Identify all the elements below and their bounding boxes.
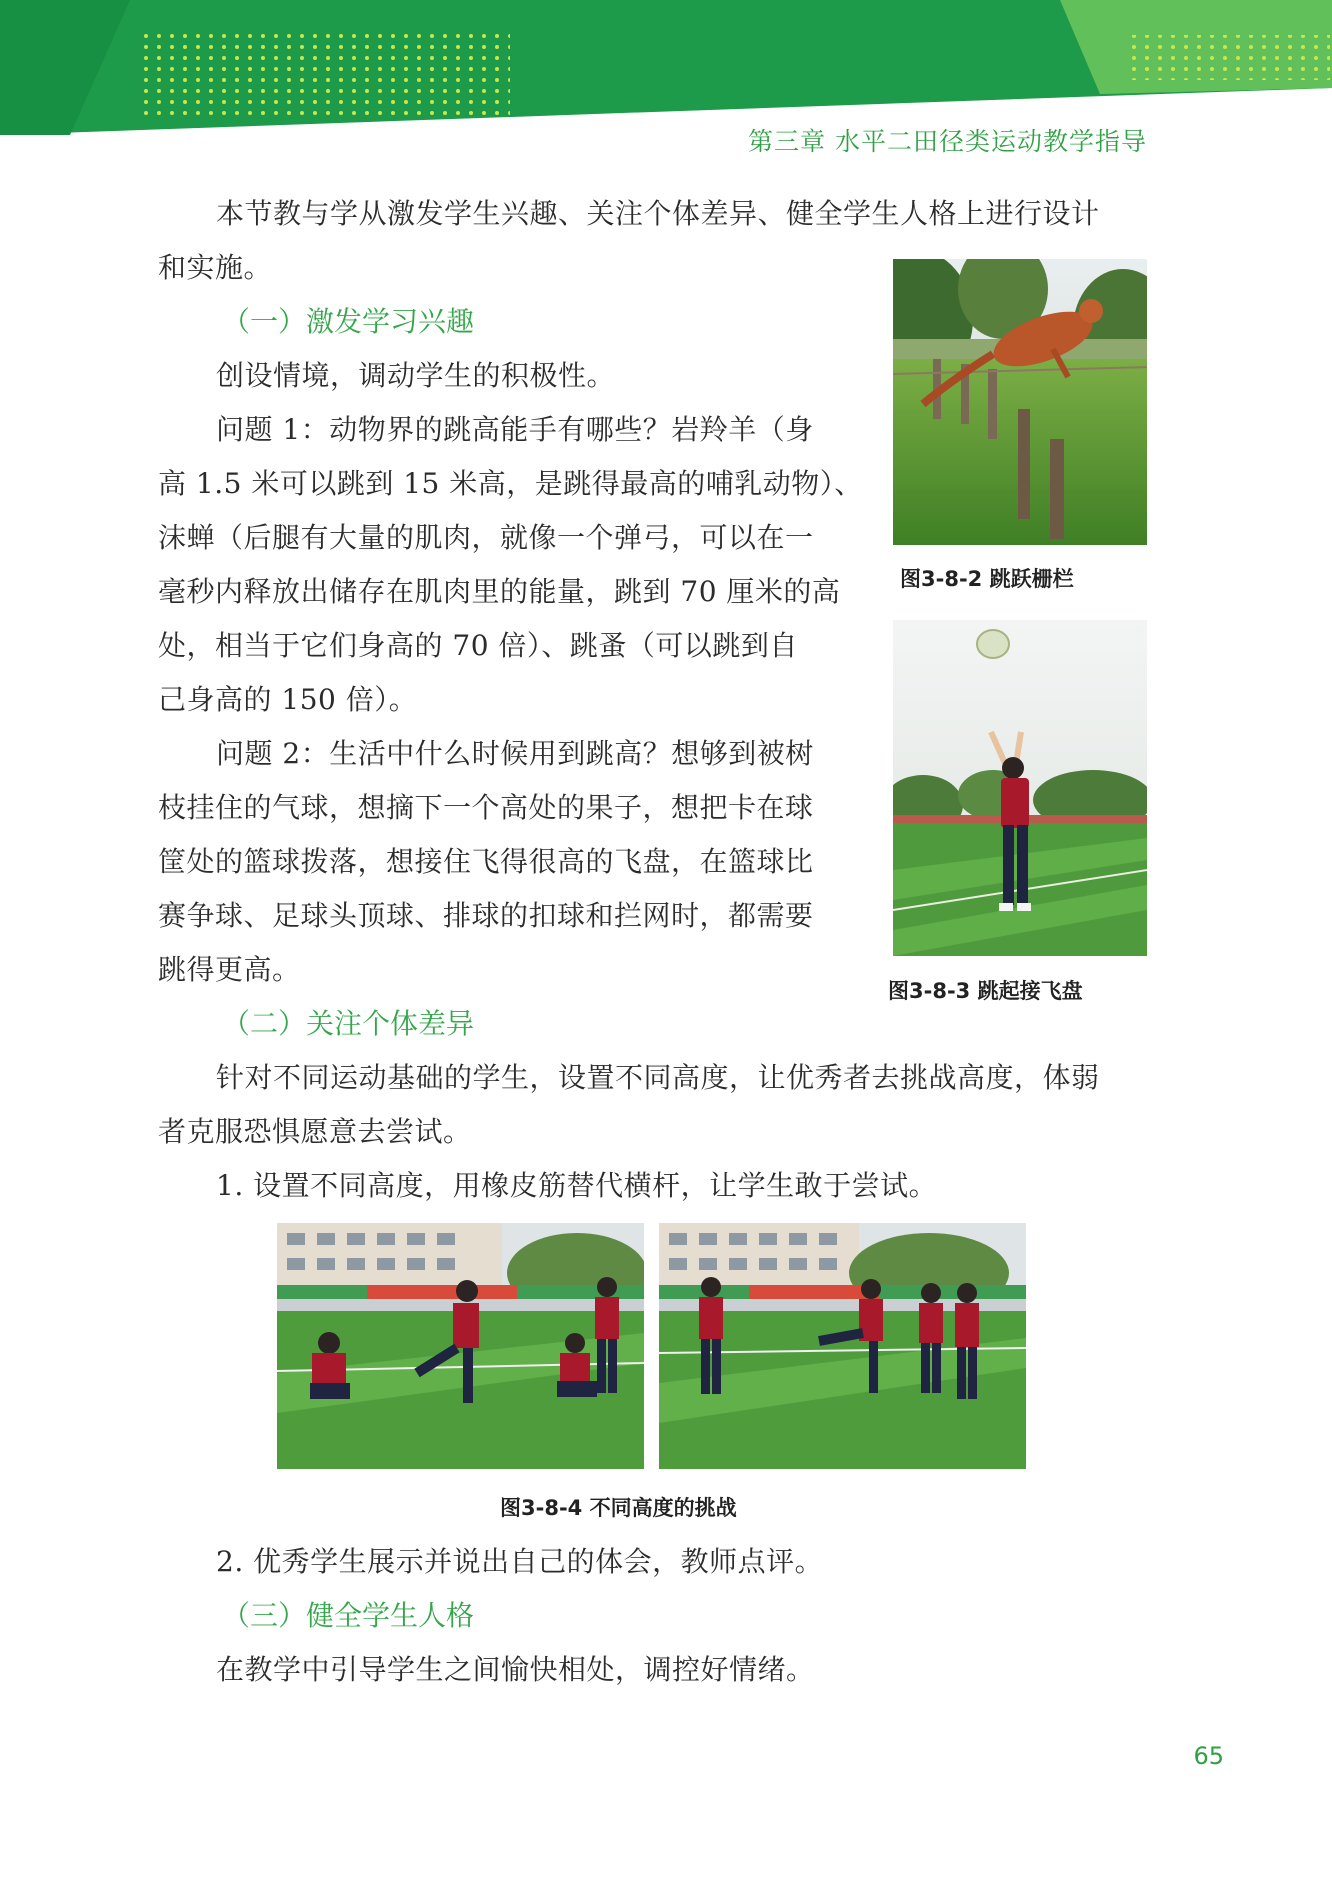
q1-line-2: 高 1.5 米可以跳到 15 米高，是跳得最高的哺乳动物）、 <box>158 467 863 500</box>
q1-line-1: 问题 1：动物界的跳高能手有哪些？岩羚羊（身 <box>216 413 814 446</box>
q2-line-2: 枝挂住的气球，想摘下一个高处的果子，想把卡在球 <box>158 791 814 824</box>
q2-line-4: 赛争球、足球头顶球、排球的扣球和拦网时，都需要 <box>158 899 814 932</box>
figure-caption-3-8-2: 图3-8-2 跳跃栅栏 <box>900 567 1074 591</box>
q2-line-1: 问题 2：生活中什么时候用到跳高？想够到被树 <box>216 737 814 770</box>
q1-line-6: 己身高的 150 倍）。 <box>158 683 418 716</box>
heading-personality: （三）健全学生人格 <box>222 1599 475 1632</box>
heading-interest: （一）激发学习兴趣 <box>222 305 475 338</box>
photo-challenge-left <box>277 1223 644 1469</box>
photo-challenge-right <box>659 1223 1026 1469</box>
q2-line-5: 跳得更高。 <box>158 953 301 986</box>
page-number: 65 <box>1193 1742 1224 1770</box>
intro-line-2: 和实施。 <box>158 251 273 284</box>
q1-line-4: 毫秒内释放出储存在肌肉里的能量，跳到 70 厘米的高 <box>158 575 841 608</box>
photo-frisbee-catch <box>893 620 1147 956</box>
p3-line: 在教学中引导学生之间愉快相处，调控好情绪。 <box>216 1653 815 1686</box>
figure-caption-3-8-3: 图3-8-3 跳起接飞盘 <box>888 979 1083 1003</box>
intro-line-1: 本节教与学从激发学生兴趣、关注个体差异、健全学生人格上进行设计 <box>216 197 1100 230</box>
q1-line-5: 处，相当于它们身高的 70 倍）、跳蚤（可以跳到自 <box>158 629 798 662</box>
item2-line: 2. 优秀学生展示并说出自己的体会，教师点评。 <box>216 1545 824 1578</box>
p2-line-1: 针对不同运动基础的学生，设置不同高度，让优秀者去挑战高度，体弱 <box>216 1061 1100 1094</box>
photo-kangaroo-jump <box>893 259 1147 545</box>
chapter-title: 第三章 水平二田径类运动教学指导 <box>748 127 1147 156</box>
p2-line-2: 者克服恐惧愿意去尝试。 <box>158 1115 472 1148</box>
p1-line: 创设情境，调动学生的积极性。 <box>216 359 616 392</box>
figure-caption-3-8-4: 图3-8-4 不同高度的挑战 <box>500 1496 737 1520</box>
heading-differences: （二）关注个体差异 <box>222 1007 475 1040</box>
q1-line-3: 沫蝉（后腿有大量的肌肉，就像一个弹弓，可以在一 <box>158 521 814 554</box>
item1-line: 1. 设置不同高度，用橡皮筋替代横杆，让学生敢于尝试。 <box>216 1169 938 1202</box>
q2-line-3: 筐处的篮球拨落，想接住飞得很高的飞盘，在篮球比 <box>158 845 814 878</box>
header-banner <box>0 0 1332 135</box>
